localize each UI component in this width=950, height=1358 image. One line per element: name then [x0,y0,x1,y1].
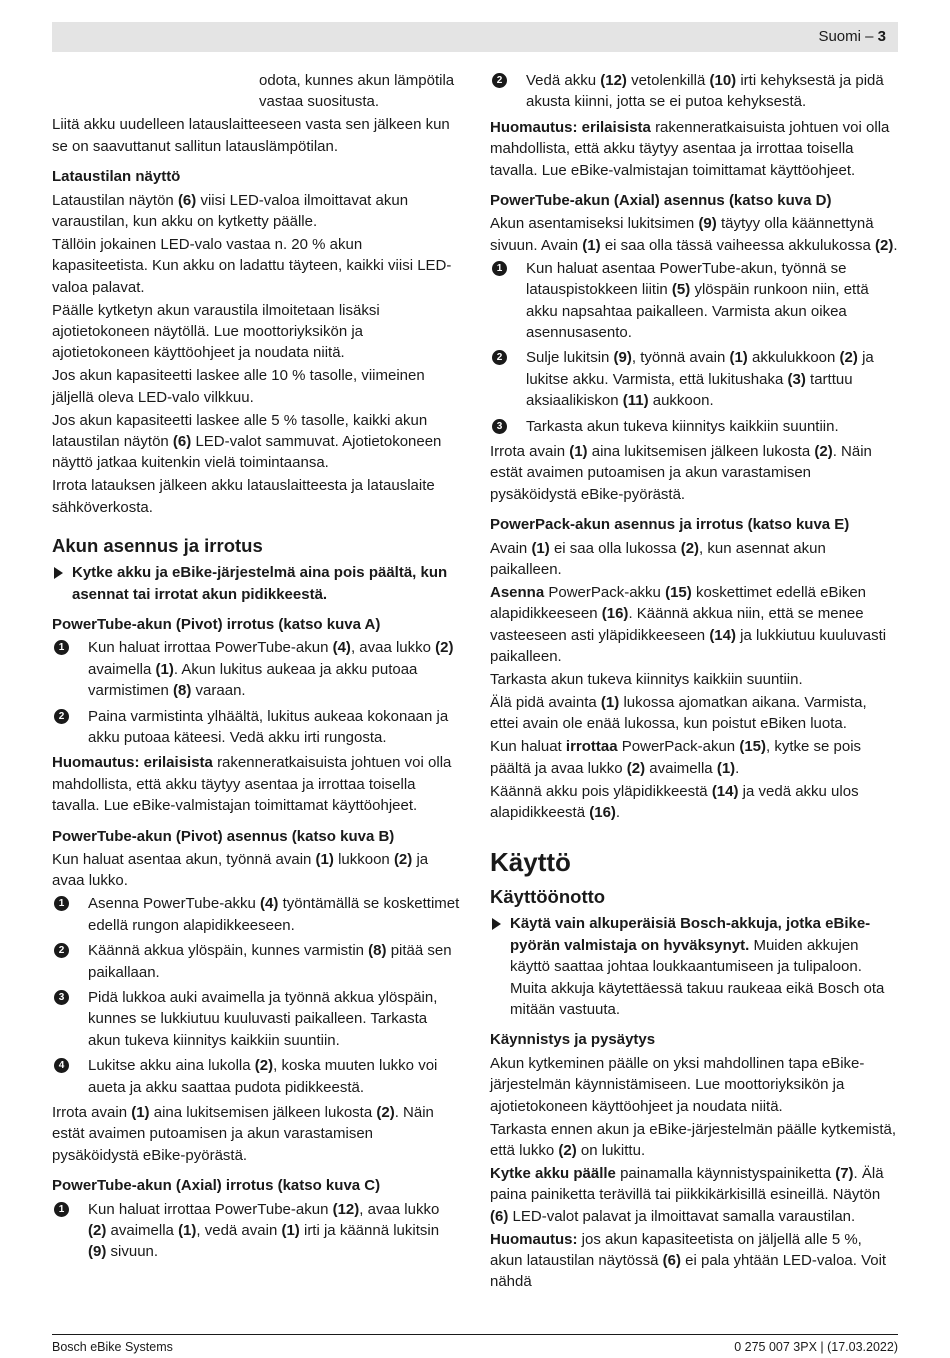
section-heading-start-stop: Käynnistys ja pysäytys [490,1031,656,1049]
step-item: 1 Kun haluat irrottaa PowerTube-akun (12), avaa lukko (2) avaimella (1), vedä avain (1) irti ja käännä lukitsin (9) sivuun. [52,1199,460,1263]
step-number-icon: 1 [54,640,69,655]
page-header [52,22,898,52]
paragraph: Älä pidä avainta (1) lukossa ajomatkan aikana. Varmista, ettei avain ole enää lukossa, kun poistut eBiken luota. [490,693,867,733]
page-footer [52,1334,898,1354]
paragraph: Akun kytkeminen päälle on yksi mahdollinen tapa eBike-järjestelmän käynnistämiseen. Lue moottoriyksikön ja ajotietokoneen käyttöohjeet ja noudata niitä. [490,1054,865,1115]
warning-triangle-icon [492,918,501,930]
step-number-icon: 2 [54,709,69,724]
continued-text: odota, kunnes akun lämpötila vastaa suositusta. [259,72,455,111]
paragraph: Irrota avain (1) aina lukitsemisen jälkeen lukosta (2). Näin estät avaimen putoamisen ja akun varastamisen pysäköidystä eBike-pyörästä. [52,1103,434,1164]
step-number-icon: 3 [492,419,507,434]
section-heading-pivot-remove: PowerTube-akun (Pivot) irrotus (katso kuva A) [52,615,381,633]
step-number-icon: 4 [54,1058,69,1073]
paragraph: Kun haluat asentaa akun, työnnä avain (1) lukkoon (2) ja avaa lukko. [52,851,429,890]
section-heading-pivot-install: PowerTube-akun (Pivot) asennus (katso kuva B) [52,827,395,845]
step-item: 1 Kun haluat asentaa PowerTube-akun, työnnä se latauspistokkeen liitin (5) ylöspäin runkoon niin, että akku napsahtaa paikalleen. Varmista akun oikea asennusasento. [490,258,898,344]
step-item: 4 Lukitse akku aina lukolla (2), koska muuten lukko voi aueta ja akku saattaa pudota pidikkeestä. [52,1055,460,1098]
warning-triangle-icon [54,567,63,579]
paragraph: Tällöin jokainen LED-valo vastaa n. 20 % akun kapasiteetista. Kun akku on ladattu täyteen, kaikki viisi LED-valoa palavat. [52,235,452,296]
note-paragraph: Huomautus: jos akun kapasiteetista on jäljellä alle 5 %, akun lataustilan näytössä (6) ei pala yhtään LED-valoa. Voit nähdä [490,1230,887,1291]
warning-item: Kytke akku ja eBike-järjestelmä aina pois päältä, kun asennat tai irrotat akun pidikkeestä. [52,562,460,605]
section-heading-axial-install: PowerTube-akun (Axial) asennus (katso kuva D) [490,192,832,210]
step-item: 3 Tarkasta akun tukeva kiinnitys kaikkiin suuntiin. [490,416,898,437]
paragraph: Kytke akku päälle painamalla käynnistyspainiketta (7). Älä paina painiketta terävillä tai piikkikärkisillä esineillä. Näytön (6) LED-valot palavat ja ilmoittavat samalla varaustilan. [490,1164,884,1225]
paragraph: Irrota latauksen jälkeen akku latauslaitteesta ja latauslaite sähköverkosta. [52,477,435,516]
section-heading-commissioning: Käyttöönotto [490,886,606,908]
step-item: 3 Pidä lukkoa auki avaimella ja työnnä akkua ylöspäin, kunnes se lukkiutuu kuuluvasti paikalleen. Tarkasta akun tukeva kiinnitys kaikkiin suuntiin. [52,987,460,1051]
step-number-icon: 2 [492,73,507,88]
header-language: Suomi [818,28,861,45]
step-number-icon: 2 [492,350,507,365]
paragraph: Jos akun kapasiteetti laskee alle 5 % tasolle, kaikki akun lataustilan näytön (6) LED-valot sammuvat. Ajotietokoneen näyttö jatkaa kuitenkin vielä toimintaansa. [52,411,442,472]
step-number-icon: 2 [54,943,69,958]
step-item: 1 Asenna PowerTube-akku (4) työntämällä se koskettimet edellä rungon alapidikkeeseen. [52,893,460,936]
section-heading-powerpack: PowerPack-akun asennus ja irrotus (katso kuva E) [490,516,850,534]
paragraph: Käännä akku pois yläpidikkeestä (14) ja vedä akku ulos alapidikkeestä (16). [490,782,859,821]
paragraph: Avain (1) ei saa olla lukossa (2), kun asennat akun paikalleen. [490,539,826,579]
footer-doc-number: 0 275 007 3PX | (17.03.2022) [734,1340,898,1354]
footer-brand: Bosch eBike Systems [52,1340,173,1354]
paragraph: Kun haluat irrottaa PowerPack-akun (15), kytke se pois päältä ja avaa lukko (2) avaimella (1). [490,738,862,777]
warning-item: Käytä vain alkuperäisiä Bosch-akkuja, jotka eBike-pyörän valmistaja on hyväksynyt. Muiden akkujen käyttö saattaa johtaa loukkaantumiseen ja tulipaloon. Muita akkuja käytettäessä takuu raukeaa eikä Bosch ota mitään vastuuta. [490,913,898,1020]
paragraph: Irrota avain (1) aina lukitsemisen jälkeen lukosta (2). Näin estät avaimen putoamisen ja akun varastamisen pysäköidystä eBike-pyörästä. [490,443,872,503]
right-column [490,70,898,1294]
left-column [52,70,460,1267]
note-paragraph: Huomautus: erilaisista rakenneratkaisuista johtuen voi olla mahdollista, että akku täytyy asentaa ja irrottaa toisella tavalla. Lue eBike-valmistajan toimittamat käyttöohjeet. [52,754,452,815]
paragraph: Lataustilan näytön (6) viisi LED-valoa ilmoittavat akun varaustilan, kun akku on kytketty päälle. [52,191,409,230]
section-heading-axial-remove: PowerTube-akun (Axial) irrotus (katso kuva C) [52,1177,381,1195]
paragraph: Asenna PowerPack-akku (15) koskettimet edellä eBiken alapidikkeeseen (16). Käännä akkua niin, että se menee vasteeseen asti yläpidikkeeseen (14) ja lukkiutuu kuuluvasti paikalleen. [490,583,887,666]
paragraph: Jos akun kapasiteetti laskee alle 10 % tasolle, viimeinen jäljellä oleva LED-valo vilkkuu. [52,367,425,406]
chapter-heading-usage: Käyttö [490,847,571,878]
paragraph: Liitä akku uudelleen latauslaitteeseen vasta sen jälkeen kun se on saavuttanut sallitun latauslämpötilan. [52,116,450,155]
step-item: 2 Vedä akku (12) vetolenkillä (10) irti kehyksestä ja pidä akusta kiinni, jotta se ei putoa kehyksestä. [490,70,898,113]
step-item: 1 Kun haluat irrottaa PowerTube-akun (4), avaa lukko (2) avaimella (1). Akun lukitus aukeaa ja akku putoaa varmistimen (8) varaan. [52,637,460,701]
step-number-icon: 3 [54,990,69,1005]
step-number-icon: 1 [54,1202,69,1217]
paragraph: Akun asentamiseksi lukitsimen (9) täytyy olla käännettynä sivuun. Avain (1) ei saa olla tässä vaiheessa akkulukossa (2). [490,215,898,254]
header-separator: – [865,28,874,45]
step-number-icon: 1 [54,896,69,911]
step-item: 2 Sulje lukitsin (9), työnnä avain (1) akkulukkoon (2) ja lukitse akku. Varmista, että lukitushaka (3) tarttuu aksiaalikiskon (11) aukkoon. [490,347,898,411]
paragraph: Tarkasta akun tukeva kiinnitys kaikkiin suuntiin. [490,671,803,689]
step-item: 2 Käännä akkua ylöspäin, kunnes varmistin (8) pitää sen paikallaan. [52,940,460,983]
paragraph: Tarkasta ennen akun ja eBike-järjestelmän päälle kytkemistä, että lukko (2) on lukittu. [490,1120,897,1159]
section-heading-install: Akun asennus ja irrotus [52,535,263,557]
note-paragraph: Huomautus: erilaisista rakenneratkaisuista johtuen voi olla mahdollista, että akku täytyy asentaa ja irrottaa toisella tavalla. Lue eBike-valmistajan toimittamat käyttöohjeet. [490,118,890,179]
header-page-number: 3 [877,28,886,45]
section-heading-charge-display: Lataustilan näyttö [52,168,181,186]
paragraph: Päälle kytketyn akun varaustila ilmoitetaan lisäksi ajotietokoneen näytöllä. Lue moottoriyksikön ja ajotietokoneen käyttöohjeet ja noudata niitä. [52,301,380,362]
step-number-icon: 1 [492,261,507,276]
step-item: 2 Paina varmistinta ylhäältä, lukitus aukeaa kokonaan ja akku putoaa käteesi. Vedä akku irti rungosta. [52,706,460,749]
